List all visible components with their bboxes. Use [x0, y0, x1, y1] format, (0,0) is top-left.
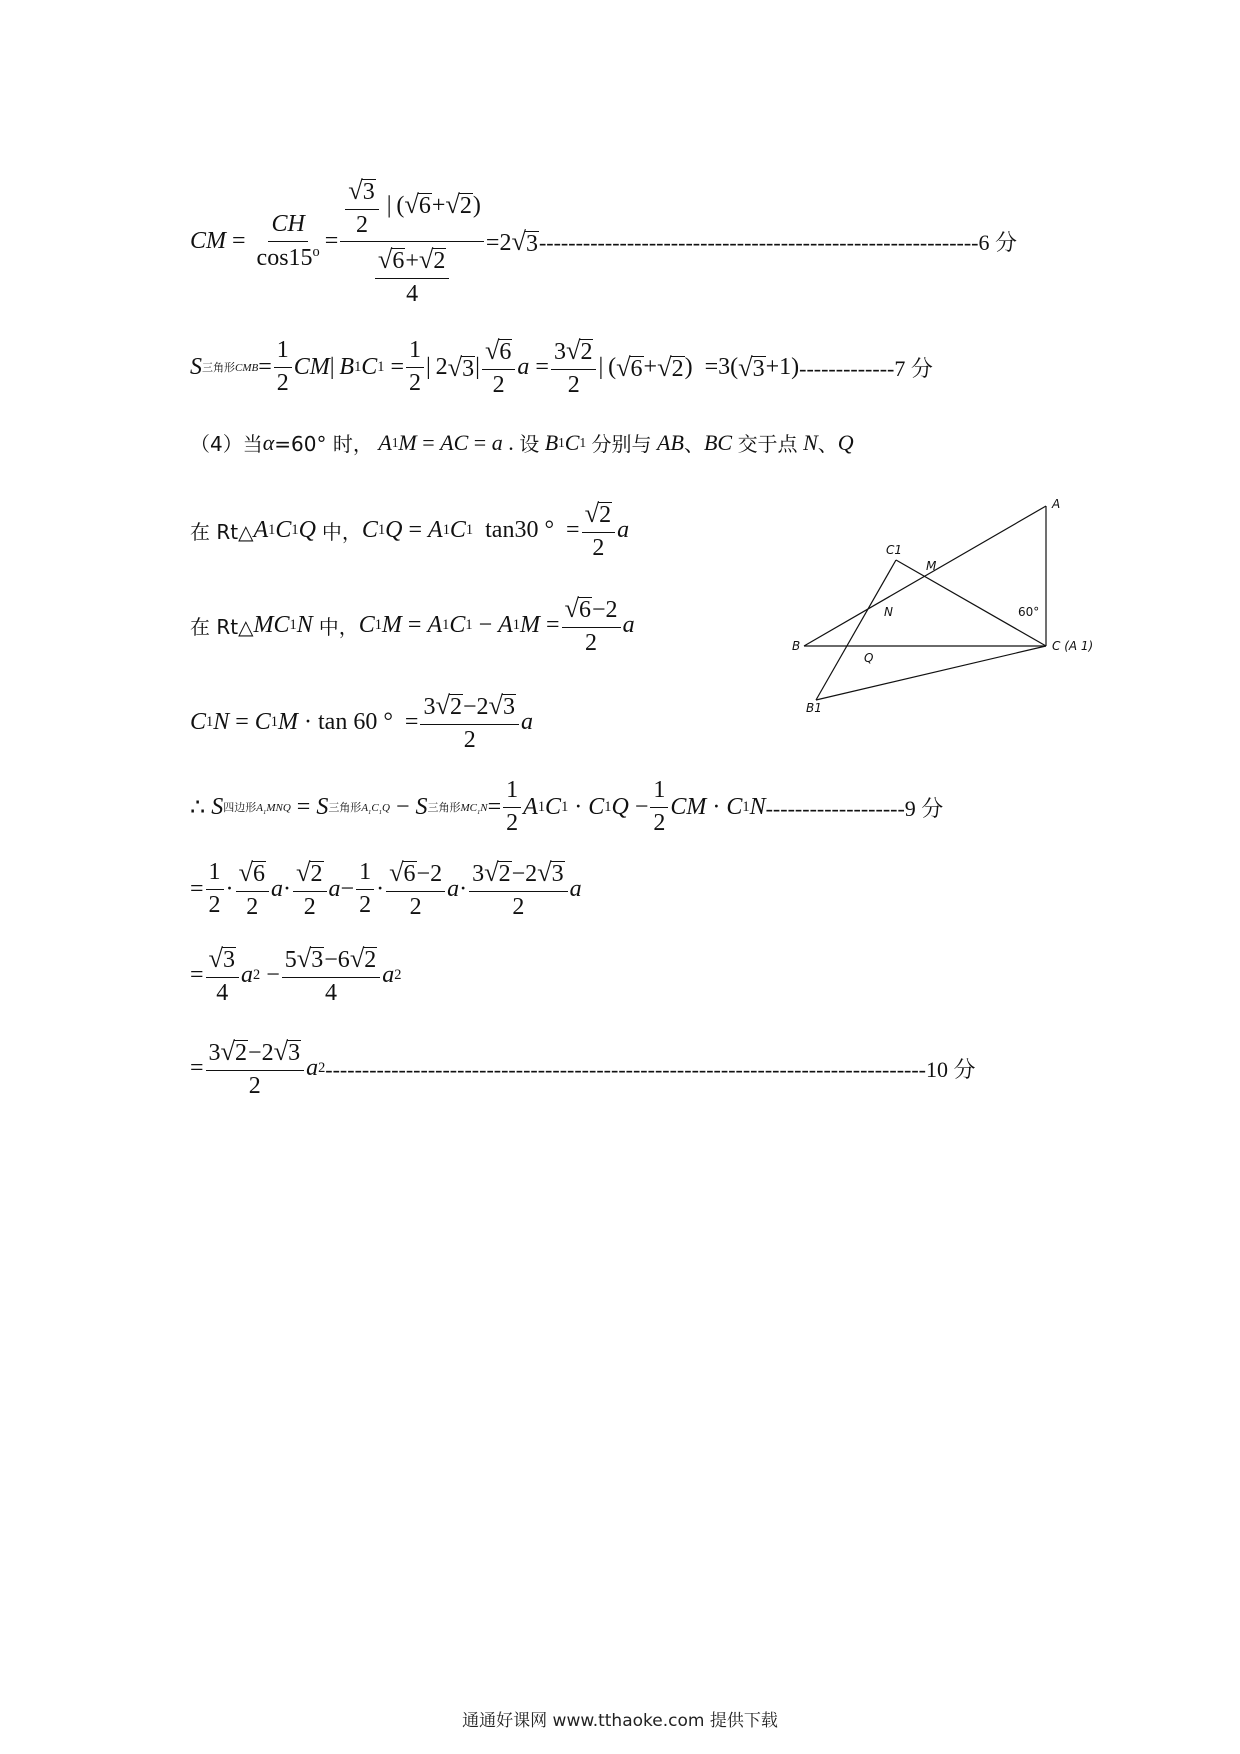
- equation-final: = 3 √ 2 −2 √ 3 2 a 2 ----------------------------------------------------------------------------------10 分: [190, 1036, 976, 1099]
- equation-expand: = $\frac{1}{2}$ · √ 6 2 a · √ 2 2 a − $\frac{1}{2}$ · √ 6 −2 2 a · 3 √ 2 −2 √ 3 2 a: [190, 857, 582, 920]
- score-10: ----------------------------------------------------------------------------------10 分: [325, 1056, 976, 1082]
- label-c-a1: C (A 1): [1052, 639, 1094, 653]
- label-b1: B1: [806, 701, 822, 715]
- segment-c1c: [896, 560, 1046, 646]
- label-n: N: [884, 605, 893, 619]
- label-60: 60°: [1018, 605, 1040, 619]
- equation-area-quad: ∴ S 四边形$A_1MNQ$ = S 三角形$A_1C_1Q$ − S 三角形$MC_1N$ = $\frac{1}{2}$ A 1 C 1 · C 1 Q − $\frac{1}{2}$ CM · C 1 N -------------------9 分: [190, 777, 944, 836]
- equation-c1q: 在 Rt△ A 1 C 1 Q 中， C 1 Q = A 1 C 1 tan30 ° = √ 2 2 a: [190, 498, 630, 561]
- label-b: B: [792, 639, 801, 653]
- label-m: M: [926, 559, 937, 573]
- equation-cm: CM = $\frac{CH}{\cos 15^o}$ = √ 3 2 | ( √ 6 + √ 2 ) √ 6 + √ 2 4 =2 √ 3 ------------------------------------------------------------6 分: [190, 175, 1018, 307]
- geometry-figure: [790, 490, 1110, 720]
- label-q: Q: [864, 651, 874, 665]
- equation-c1m: 在 Rt△ MC 1 N 中， C 1 M = A 1 C 1 − A 1 M = √ 6 −2 2 a: [190, 593, 635, 656]
- score-6: ------------------------------------------------------------6 分: [538, 230, 1018, 256]
- label-c1: C1: [886, 543, 903, 557]
- case-4-statement: （4）当 α =60° 时， A 1 M = AC = a . 设 B 1 C 1 分别与 AB 、 BC 交于点 N 、 Q: [190, 429, 854, 456]
- segment-c1b1: [816, 560, 896, 700]
- score-9: -------------------9 分: [765, 795, 944, 821]
- equation-s-cmb: S 三角形CMB = $\frac{1}{2}$ CM | B 1 C 1 = $\frac{1}{2}$ | 2 √ 3 | √ 6 2 a = 3 √ 2 2 | ( √ 6 + √ 2 ) =3( √ 3 +1) -------------7 分: [190, 335, 933, 398]
- segment-b1c: [816, 646, 1046, 700]
- footer-credit: 通通好课网 www.tthaoke.com 提供下载: [462, 1711, 778, 1731]
- equation-simplify: = √ 3 4 a 2 − 5 √ 3 −6 √ 2 4 a 2: [190, 943, 402, 1006]
- label-a: A: [1052, 497, 1061, 511]
- score-7: -------------7 分: [799, 355, 933, 381]
- equation-c1n: C 1 N = C 1 M · tan 60 ° = 3 √ 2 −2 √ 3 2 a: [190, 690, 533, 753]
